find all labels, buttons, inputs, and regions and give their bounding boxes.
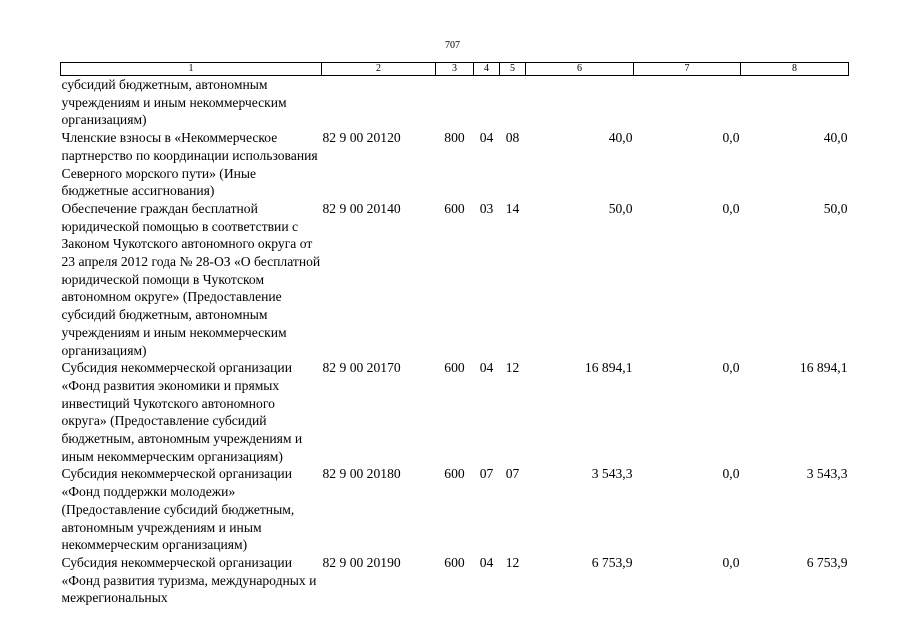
row-name: Субсидия некоммерческой организации «Фонд развития туризма, международных и межрегиональных (61, 554, 317, 606)
row-value-6: 16 894,1 (584, 360, 633, 376)
row-code: 82 9 00 20180 (322, 466, 401, 482)
row-value-6: 50,0 (608, 200, 633, 216)
page-number: 707 (445, 40, 460, 51)
row-name: Субсидия некоммерческой организации «Фонд поддержки молодежи» (Предоставление субсидий бюджетным, автономным учреждениям и иным некоммерческим организациям) (61, 466, 295, 553)
table-row (61, 554, 849, 607)
row-value-8: 50,0 (823, 200, 848, 216)
row-code: 82 9 00 20190 (322, 554, 401, 570)
column-header-3: 3 (436, 63, 474, 76)
row-col5 (500, 76, 526, 130)
row-col5: 12 (505, 554, 520, 570)
row-col5: 14 (505, 200, 520, 216)
row-value-7: 0,0 (722, 130, 740, 146)
row-col3: 600 (444, 554, 465, 570)
row-code: 82 9 00 20170 (322, 360, 401, 376)
row-col4: 07 (479, 466, 494, 482)
row-value-6: 3 543,3 (591, 466, 633, 482)
row-col3: 600 (444, 200, 465, 216)
row-col3: 600 (444, 466, 465, 482)
row-name: Субсидия некоммерческой организации «Фонд развития экономики и прямых инвестиций Чукотского автономного округа» (Предоставление субсидий бюджетным, автономным учреждениям и иным некоммерческим организациям) (61, 360, 303, 464)
row-value-7 (634, 76, 741, 130)
row-code: 82 9 00 20140 (322, 200, 401, 216)
row-value-7: 0,0 (722, 466, 740, 482)
row-col5: 07 (505, 466, 520, 482)
table-row (61, 129, 849, 200)
row-col3: 800 (444, 130, 465, 146)
row-col4: 04 (479, 554, 494, 570)
row-value-7: 0,0 (722, 200, 740, 216)
column-header-2: 2 (322, 63, 436, 76)
column-header-1: 1 (61, 63, 322, 76)
table-row (61, 465, 849, 554)
row-value-8 (741, 76, 849, 130)
row-value-8: 6 753,9 (806, 554, 848, 570)
row-code (322, 76, 436, 130)
column-number-row (61, 63, 849, 76)
column-header-6: 6 (526, 63, 634, 76)
row-col4: 04 (479, 360, 494, 376)
row-value-7: 0,0 (722, 360, 740, 376)
row-value-8: 40,0 (823, 130, 848, 146)
column-header-7: 7 (634, 63, 741, 76)
row-col4: 03 (479, 200, 494, 216)
table-row (61, 200, 849, 359)
column-header-5: 5 (500, 63, 526, 76)
row-col3 (436, 76, 474, 130)
row-name: Обеспечение граждан бесплатной юридической помощью в соответствии с Законом Чукотского автономного округа от 23 апреля 2012 года № 28-ОЗ «О бесплатной юридической помощи в Чукотском автономном округе» (Предоставление субсидий бюджетным, автономным учреждениям и иным некоммерческим организациям) (61, 200, 321, 358)
row-col5: 12 (505, 360, 520, 376)
row-col4 (474, 76, 500, 130)
budget-table (60, 62, 849, 607)
row-value-8: 3 543,3 (806, 466, 848, 482)
table-row (61, 76, 849, 130)
row-value-7: 0,0 (722, 554, 740, 570)
row-col3: 600 (444, 360, 465, 376)
row-value-6: 6 753,9 (591, 554, 633, 570)
row-value-6: 40,0 (608, 130, 633, 146)
column-header-8: 8 (741, 63, 849, 76)
row-value-8: 16 894,1 (799, 360, 848, 376)
row-col5: 08 (505, 130, 520, 146)
row-col4: 04 (479, 130, 494, 146)
row-name: субсидий бюджетным, автономным учреждениям и иным некоммерческим организациям) (61, 77, 287, 128)
row-name: Членские взносы в «Некоммерческое партнерство по координации использования Северного морского пути» (Иные бюджетные ассигнования) (61, 130, 318, 199)
table-row (61, 359, 849, 465)
row-value-6 (526, 76, 634, 130)
row-code: 82 9 00 20120 (322, 130, 401, 146)
column-header-4: 4 (474, 63, 500, 76)
